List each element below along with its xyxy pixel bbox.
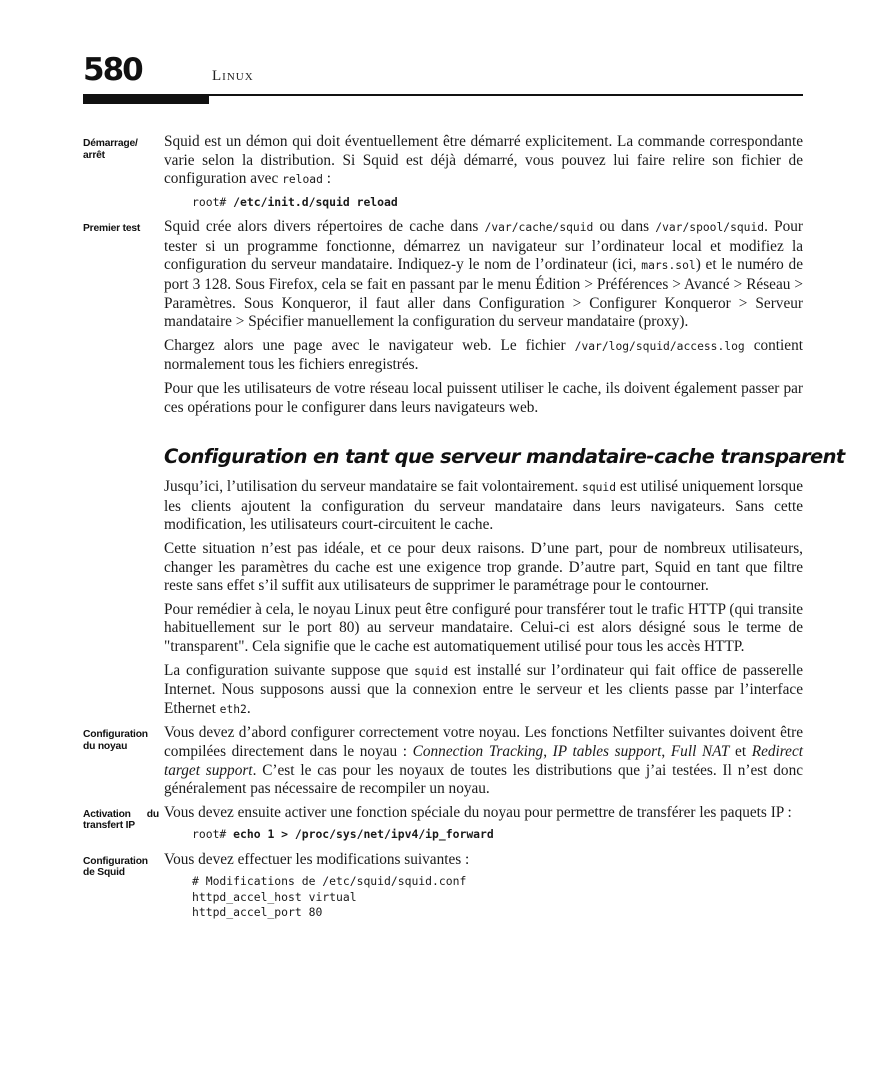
command: /etc/init.d/squid reload	[233, 194, 398, 209]
paragraph: Configuration du noyau Vous devez d’abord configurer correctement votre noyau. Les fonctions Netfilter suivantes doivent être compilées directement dans le noyau : Connection Tracking, IP tables support, Full NAT et Redirect target support. C’est le cas pour les noyaux de toutes les distributions que j’ai testées. Il n’est donc généralement pas nécessaire de recompiler un noyau.	[83, 724, 804, 798]
margin-note: Configuration du noyau	[83, 729, 148, 752]
paragraph: Premier test Squid crée alors divers répertoires de cache dans /var/cache/squid ou dans /var/spool/squid. Pour tester si un programme fonctionne, démarrez un navigateur sur l’ordinateur local et modifiez la configuration du serveur mandataire. Indiquez-y le nom de l’ordinateur (ici, mars.sol) et le numéro de port 3 128. Sous Firefox, cela se fait en passant par le menu Édition > Préférences > Avancé > Réseau > Paramètres. Sous Konqueror, il faut aller dans Configuration > Configurer Konqueror > Serveur mandataire > Spécifier manuellement la configuration du serveur mandataire (proxy).	[83, 218, 804, 331]
margin-note: Configuration de Squid	[83, 855, 148, 879]
section-heading: Configuration en tant que serveur mandataire-cache transparent	[164, 445, 845, 469]
page-number: 580	[83, 52, 142, 88]
code-line: httpd_accel_host virtual	[192, 889, 357, 904]
code-block: root# /etc/init.d/squid reload	[192, 194, 398, 209]
paragraph: Activation du transfert IP Vous devez ensuite activer une fonction spéciale du noyau pour permettre de transférer les paquets IP :	[83, 803, 792, 832]
margin-note: Démarrage/ arrêt	[83, 138, 138, 161]
italic-term: Connection Tracking	[412, 742, 544, 760]
paragraph: Pour que les utilisateurs de votre réseau local puissent utiliser le cache, ils doivent également passer par ces opérations pour le configurer dans leurs navigateurs web.	[164, 380, 803, 416]
paragraph: Démarrage/ arrêt Squid est un démon qui doit éventuellement être démarré explicitement. La commande correspondante varie selon la distribution. Si Squid est déjà démarré, vous pouvez lui faire relire son fichier de configuration avec reload :	[83, 133, 803, 188]
margin-note: Activation du transfert IP	[83, 808, 159, 832]
page-body	[83, 133, 845, 929]
paragraph: Pour remédier à cela, le noyau Linux peut être configuré pour transférer tout le trafic HTTP (qui transite habituellement sur le port 80) au serveur mandataire. Celui-ci est alors désigné sous le terme de "transparent". Cela signifie que le cache est automatiquement utilisé pour tous les accès HTTP.	[164, 600, 803, 655]
inline-code: /var/cache/squid	[484, 221, 594, 235]
inline-code: squid	[582, 481, 617, 495]
inline-code: /var/spool/squid	[655, 221, 765, 235]
paragraph: Configuration de Squid Vous devez effectuer les modifications suivantes :	[83, 850, 470, 879]
paragraph: Chargez alors une page avec le navigateur web. Le fichier /var/log/squid/access.log contient normalement tous les fichiers enregistrés.	[164, 336, 803, 374]
command: echo 1 > /proc/sys/net/ipv4/ip_forward	[233, 827, 494, 842]
margin-note: Premier test	[83, 223, 141, 235]
running-head: Linux	[212, 68, 254, 84]
paragraph: Cette situation n’est pas idéale, et ce pour deux raisons. D’une part, pour de nombreux utilisateurs, changer les paramètres du cache est une exigence trop grande. D’autre part, Squid en tant que filtre reste sans effet s’il suffit aux utilisateurs de supprimer le paramétrage pour le contourner.	[164, 540, 803, 595]
inline-code: squid	[414, 664, 449, 678]
inline-code: reload	[282, 173, 323, 187]
code-block: root# echo 1 > /proc/sys/net/ipv4/ip_forward	[192, 827, 494, 842]
inline-code: mars.sol	[641, 259, 696, 273]
paragraph: Jusqu’ici, l’utilisation du serveur mandataire se fait volontairement. squid est utilisé uniquement lorsque les clients ajoutent la configuration du serveur mandataire dans leurs navigateurs. Sans cette modification, les utilisateurs court-circuitent le cache.	[164, 478, 803, 534]
italic-term: IP tables support	[552, 742, 662, 760]
header-rule-thick	[83, 95, 209, 104]
paragraph: La configuration suivante suppose que squid est installé sur l’ordinateur qui fait office de passerelle Internet. Nous supposons aussi que la connexion entre le serveur et les clients passe par l’interface Ethernet eth2.	[164, 661, 804, 717]
inline-code: /var/log/squid/access.log	[574, 339, 745, 353]
code-line: httpd_accel_port 80	[192, 905, 323, 920]
italic-term: Full NAT	[670, 742, 730, 760]
inline-code: eth2	[219, 702, 247, 716]
code-block	[192, 874, 803, 921]
italic-term: Redirect target support	[164, 742, 803, 779]
code-line: # Modifications de /etc/squid/squid.conf	[192, 874, 467, 889]
